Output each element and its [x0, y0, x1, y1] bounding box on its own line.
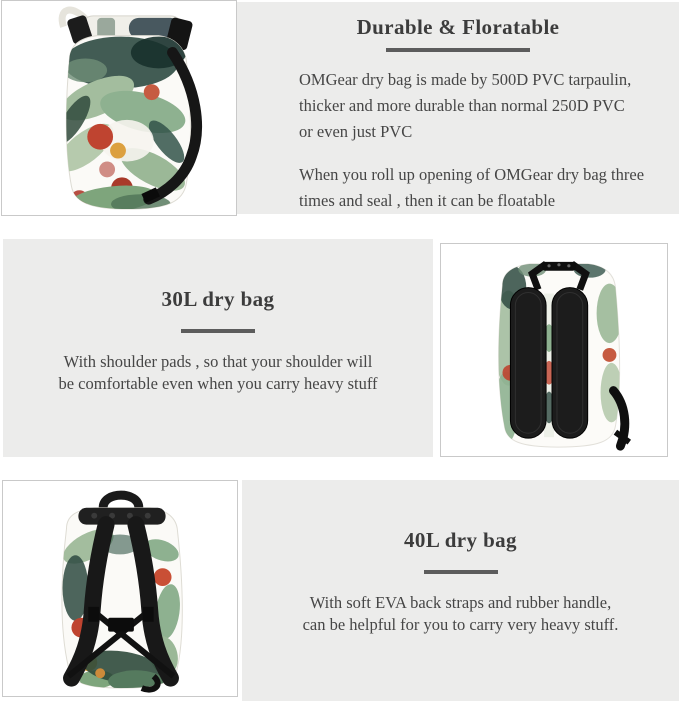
dry-bag-back-straps-photo	[2, 480, 238, 697]
paragraph-line: be comfortable even when you carry heavy stuff	[58, 374, 378, 393]
heading-divider	[181, 329, 255, 333]
paragraph-line: times and seal , then it can be floatable	[299, 191, 556, 210]
dry-bag-front-illustration	[2, 1, 236, 215]
dry-bag-front-photo	[1, 0, 237, 216]
durable-paragraph-2	[299, 162, 679, 214]
paragraph-line: thicker and more durable than normal 250D PVC	[299, 96, 625, 115]
dry-bag-shoulder-pads-photo	[440, 243, 668, 457]
heading-divider	[424, 570, 498, 574]
paragraph-line: With shoulder pads , so that your shoulder will	[63, 352, 373, 371]
section-40l-dry-bag	[242, 480, 679, 701]
section-heading-durable: Durable & Floratable	[356, 15, 560, 39]
section-heading-40l: 40L dry bag	[404, 528, 517, 552]
paragraph-line: When you roll up opening of OMGear dry bag three	[299, 165, 645, 184]
section-durable-floratable	[237, 2, 679, 214]
section-heading-30l: 30L dry bag	[161, 287, 275, 311]
section-30l-dry-bag	[3, 239, 433, 457]
paragraph-line: or even just PVC	[299, 122, 413, 141]
durable-paragraph-1	[299, 67, 679, 145]
dry-bag-back-straps-illustration	[3, 481, 237, 696]
paragraph-line: OMGear dry bag is made by 500D PVC tarpaulin,	[299, 70, 632, 89]
30l-paragraph	[3, 351, 433, 395]
40l-paragraph	[242, 592, 679, 636]
paragraph-line: can be helpful for you to carry very heavy stuff.	[302, 615, 619, 634]
heading-divider	[386, 48, 530, 52]
dry-bag-shoulder-pads-illustration	[441, 244, 667, 456]
paragraph-line: With soft EVA back straps and rubber handle,	[309, 593, 612, 612]
